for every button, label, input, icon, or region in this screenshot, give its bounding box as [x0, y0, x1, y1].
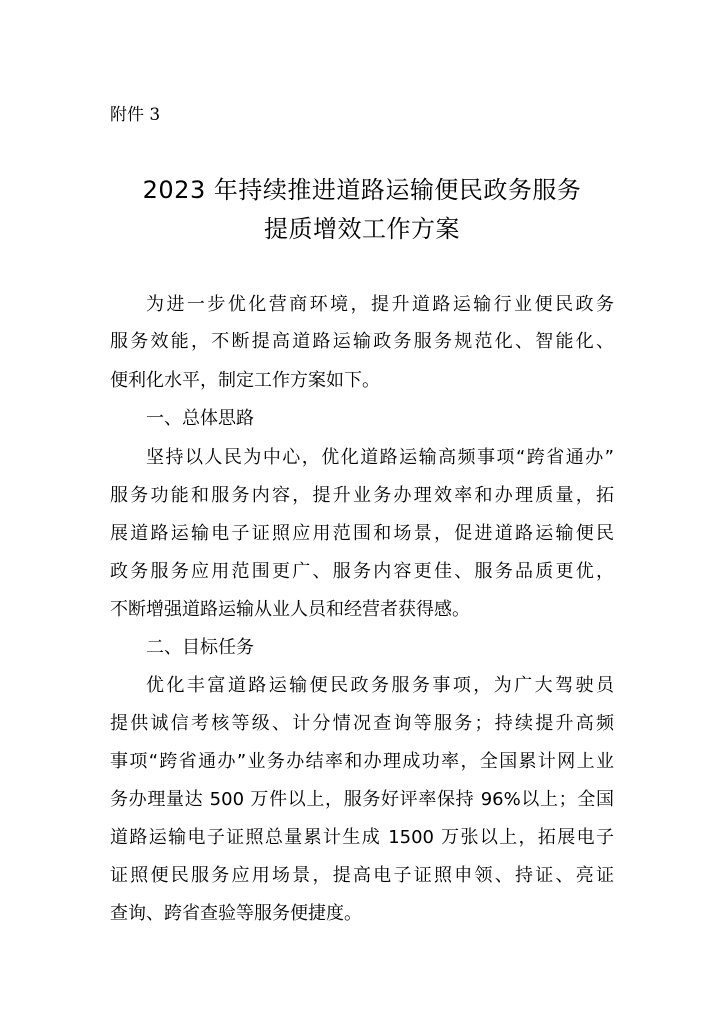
paragraph-line: 务办理量达 500 万件以上，服务好评率保持 96%以上；全国: [110, 789, 614, 810]
paragraph-line: 证照便民服务应用场景，提高电子证照申领、持证、亮证: [110, 865, 614, 886]
paragraph-line: 道路运输电子证照总量累计生成 1500 万张以上，拓展电子: [110, 827, 614, 848]
paragraph-line: 坚持以人民为中心，优化道路运输高频事项“跨省通办”: [146, 447, 614, 468]
paragraph-line: 服务效能，不断提高道路运输政务服务规范化、智能化、: [110, 331, 614, 352]
attachment-label: 附件 3: [110, 105, 161, 125]
paragraph-line: 便利化水平，制定工作方案如下。: [110, 370, 380, 391]
paragraph-line: 为进一步优化营商环境，提升道路运输行业便民政务: [146, 294, 614, 315]
paragraph-line: 事项“跨省通办”业务办结率和办理成功率，全国累计网上业: [110, 751, 614, 772]
section-heading: 一、总体思路: [146, 408, 254, 429]
document-title-line-1: 2023 年持续推进道路运输便民政务服务: [142, 176, 582, 204]
paragraph-line: 优化丰富道路运输便民政务服务事项，为广大驾驶员: [146, 675, 614, 696]
paragraph-line: 展道路运输电子证照应用范围和场景，促进道路运输便民: [110, 523, 614, 544]
paragraph-line: 提供诚信考核等级、计分情况查询等服务；持续提升高频: [110, 713, 614, 734]
paragraph-line: 不断增强道路运输从业人员和经营者获得感。: [110, 599, 470, 620]
document-title-line-2: 提质增效工作方案: [264, 215, 460, 243]
paragraph-line: 政务服务应用范围更广、服务内容更佳、服务品质更优，: [110, 561, 614, 582]
section-heading: 二、目标任务: [146, 637, 254, 658]
paragraph-line: 查询、跨省查验等服务便捷度。: [110, 903, 362, 924]
paragraph-line: 服务功能和服务内容，提升业务办理效率和办理质量，拓: [110, 485, 614, 506]
